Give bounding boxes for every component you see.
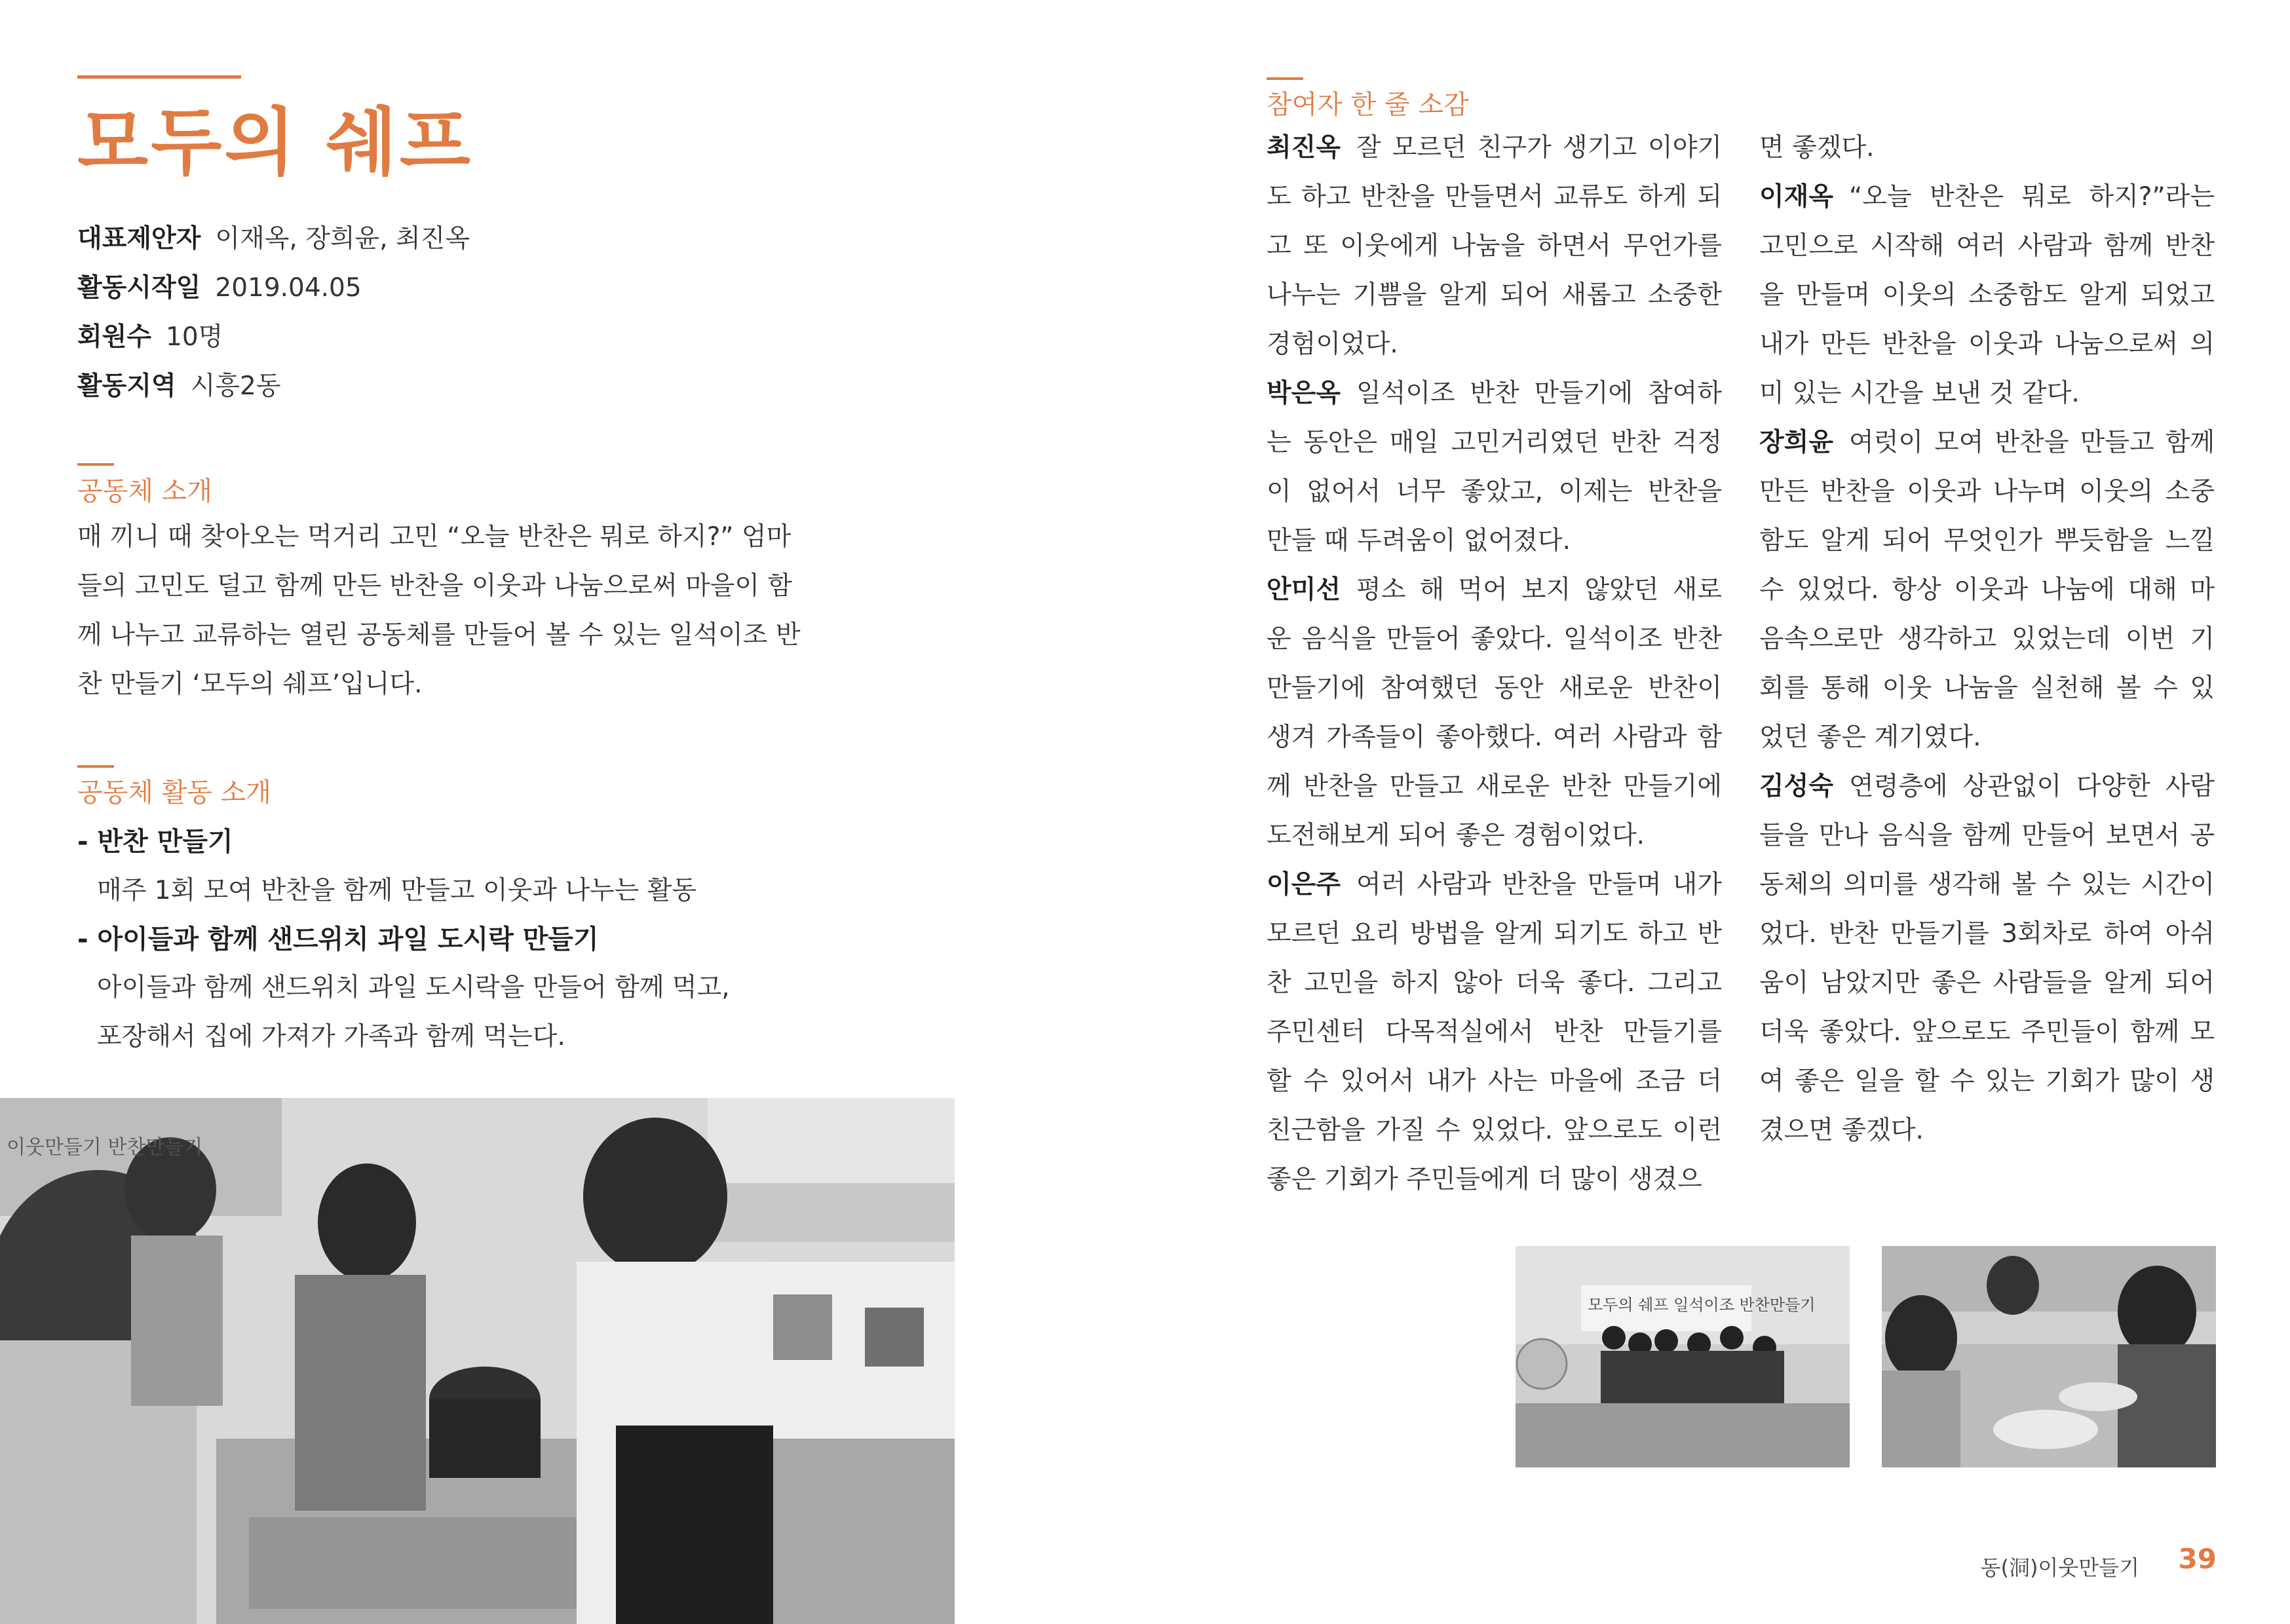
photo-banner-text: 모두의 쉐프 일석이조 반찬만들기 xyxy=(1588,1296,1816,1314)
review-line xyxy=(1267,172,1722,221)
review-line xyxy=(1759,271,2215,320)
review-text: 찬 고민을 하지 않아 더욱 좋다. 그리고 xyxy=(1267,968,1722,998)
review-line xyxy=(1759,1008,2215,1057)
review-text: 내가 만든 반찬을 이웃과 나눔으로써 의 xyxy=(1759,330,2215,359)
review-line xyxy=(1759,958,2215,1008)
activity-title: - 아이들과 함께 샌드위치 과일 도시락 만들기 xyxy=(77,924,599,954)
review-text: 일석이조 반찬 만들기에 참여하 xyxy=(1356,379,1722,408)
review-line xyxy=(1267,664,1722,713)
reviewer-name: 김성숙 xyxy=(1759,772,1834,801)
info-value: 시흥2동 xyxy=(190,371,281,401)
review-line xyxy=(1759,172,2215,221)
review-line xyxy=(1759,1057,2215,1106)
intro-rule xyxy=(77,463,114,466)
review-line xyxy=(1759,516,2215,565)
info-label: 활동지역 xyxy=(77,371,176,401)
info-label: 회원수 xyxy=(77,322,152,352)
page-number: 39 xyxy=(2178,1543,2217,1575)
review-text: 만들기에 참여했던 동안 새로운 반찬이 xyxy=(1267,673,1722,703)
intro-line: 께 나누고 교류하는 열린 공동체를 만들어 볼 수 있는 일석이조 반 xyxy=(77,620,801,650)
review-text: 평소 해 먹어 보지 않았던 새로 xyxy=(1356,575,1722,605)
review-line xyxy=(1267,467,1722,516)
reviewer-name: 이재옥 xyxy=(1759,182,1834,212)
info-row-proposer xyxy=(77,218,470,255)
info-value: 이재옥, 장희윤, 최진옥 xyxy=(215,224,470,254)
review-text: 할 수 있어서 내가 사는 마을에 조금 더 xyxy=(1267,1067,1722,1096)
review-line xyxy=(1759,320,2215,369)
review-text: 께 반찬을 만들고 새로운 반찬 만들기에 xyxy=(1267,772,1722,801)
review-text: 었던 좋은 계기였다. xyxy=(1759,723,1981,752)
intro-line: 찬 만들기 ‘모두의 쉐프’입니다. xyxy=(77,670,423,699)
review-line xyxy=(1759,221,2215,271)
info-label: 대표제안자 xyxy=(77,224,201,254)
review-line xyxy=(1267,221,1722,271)
reviewer-name: 박은옥 xyxy=(1267,379,1341,408)
review-line xyxy=(1267,320,1722,369)
review-text: 도전해보게 되어 좋은 경험이었다. xyxy=(1267,821,1645,850)
kids-photo xyxy=(1882,1246,2216,1467)
review-line xyxy=(1759,664,2215,713)
activity-title: - 반찬 만들기 xyxy=(77,827,233,857)
review-line xyxy=(1759,418,2215,467)
review-text: 이 없어서 너무 좋았고, 이제는 반찬을 xyxy=(1267,477,1722,506)
review-line xyxy=(1267,1155,1722,1204)
reviews-heading: 참여자 한 줄 소감 xyxy=(1267,90,1469,120)
review-text: 들을 만나 음식을 함께 만들어 보면서 공 xyxy=(1759,821,2215,850)
info-row-members xyxy=(77,316,223,353)
review-text: 움이 남았지만 좋은 사람들을 알게 되어 xyxy=(1759,968,2215,998)
intro-line: 들의 고민도 덜고 함께 만든 반찬을 이웃과 나눔으로써 마을이 함 xyxy=(77,571,793,601)
review-line xyxy=(1267,713,1722,762)
review-text: 여 좋은 일을 할 수 있는 기회가 많이 생 xyxy=(1759,1067,2215,1096)
review-text: 생겨 가족들이 좋아했다. 여러 사람과 함 xyxy=(1267,723,1722,752)
review-text: 면 좋겠다. xyxy=(1759,133,1875,162)
activity-desc: 매주 1회 모여 반찬을 함께 만들고 이웃과 나누는 활동 xyxy=(97,876,697,905)
info-value: 10명 xyxy=(166,322,223,352)
reviewer-name: 최진옥 xyxy=(1267,133,1341,162)
reviewer-name: 장희윤 xyxy=(1759,428,1834,457)
activities-rule xyxy=(77,765,114,768)
review-text: 음속으로만 생각하고 있었는데 이번 기 xyxy=(1759,624,2215,654)
review-line xyxy=(1759,762,2215,811)
review-line xyxy=(1759,565,2215,614)
review-text: 좋은 기회가 주민들에게 더 많이 생겼으 xyxy=(1267,1165,1702,1194)
review-line xyxy=(1759,713,2215,762)
activity-desc-line: 아이들과 함께 샌드위치 과일 도시락을 만들어 함께 먹고, xyxy=(97,973,730,1002)
info-row-start-date xyxy=(77,267,362,304)
intro-heading: 공동체 소개 xyxy=(77,476,212,506)
activity-desc xyxy=(97,963,730,1061)
review-text: “오늘 반찬은 뭐로 하지?”라는 xyxy=(1849,182,2215,212)
review-line xyxy=(1267,369,1722,418)
review-text: 을 만들며 이웃의 소중함도 알게 되었고 xyxy=(1759,280,2215,310)
info-value: 2019.04.05 xyxy=(215,273,362,303)
review-text: 주민센터 다목적실에서 반찬 만들기를 xyxy=(1267,1017,1722,1047)
review-line xyxy=(1267,762,1722,811)
review-text: 여러 사람과 반찬을 만들며 내가 xyxy=(1356,870,1722,899)
review-line xyxy=(1267,1057,1722,1106)
review-text: 겼으면 좋겠다. xyxy=(1759,1116,1924,1145)
review-text: 미 있는 시간을 보낸 것 같다. xyxy=(1759,379,2080,408)
footer-title: 동(洞)이웃만들기 xyxy=(1980,1555,2139,1580)
review-text: 만들 때 두려움이 없어졌다. xyxy=(1267,526,1571,556)
review-text: 친근함을 가질 수 있었다. 앞으로도 이런 xyxy=(1267,1116,1722,1145)
review-text: 운 음식을 만들어 좋았다. 일석이조 반찬 xyxy=(1267,624,1722,654)
review-text: 경험이었다. xyxy=(1267,330,1398,359)
review-text: 는 동안은 매일 고민거리였던 반찬 걱정 xyxy=(1267,428,1722,457)
review-line xyxy=(1267,565,1722,614)
review-text: 고 또 이웃에게 나눔을 하면서 무언가를 xyxy=(1267,231,1722,261)
review-line xyxy=(1267,1008,1722,1057)
reviews-column-2 xyxy=(1759,123,2215,1155)
review-line xyxy=(1759,369,2215,418)
intro-line: 매 끼니 때 찾아오는 먹거리 고민 “오늘 반찬은 뭐로 하지?” 엄마 xyxy=(77,522,792,552)
review-line xyxy=(1267,614,1722,664)
activity-desc-line: 포장해서 집에 가져가 가족과 함께 먹는다. xyxy=(97,1022,565,1051)
review-text: 여럿이 모여 반찬을 만들고 함께 xyxy=(1849,428,2215,457)
review-line xyxy=(1267,1106,1722,1155)
review-text: 었다. 반찬 만들기를 3회차로 하여 아쉬 xyxy=(1759,919,2215,949)
review-line xyxy=(1267,909,1722,958)
review-line xyxy=(1267,271,1722,320)
review-text: 동체의 의미를 생각해 볼 수 있는 시간이 xyxy=(1759,870,2215,899)
review-text: 나누는 기쁨을 알게 되어 새롭고 소중한 xyxy=(1267,280,1722,310)
title-rule xyxy=(77,75,241,79)
review-line xyxy=(1267,123,1722,172)
review-line xyxy=(1267,418,1722,467)
review-text: 고민으로 시작해 여러 사람과 함께 반찬 xyxy=(1759,231,2215,261)
reviewer-name: 이은주 xyxy=(1267,870,1341,899)
review-line xyxy=(1759,1106,2215,1155)
review-line xyxy=(1267,958,1722,1008)
review-text: 연령층에 상관없이 다양한 사람 xyxy=(1849,772,2215,801)
reviews-column-1 xyxy=(1267,123,1722,1204)
review-text: 모르던 요리 방법을 알게 되기도 하고 반 xyxy=(1267,919,1722,949)
review-line xyxy=(1759,614,2215,664)
review-line xyxy=(1267,811,1722,860)
review-text: 더욱 좋았다. 앞으로도 주민들이 함께 모 xyxy=(1759,1017,2215,1047)
review-line xyxy=(1759,123,2215,172)
review-line xyxy=(1759,467,2215,516)
photo-banner-text: 이웃만들기 반찬만들기 xyxy=(7,1136,203,1159)
review-text: 잘 모르던 친구가 생기고 이야기 xyxy=(1356,133,1722,162)
review-text: 도 하고 반찬을 만들면서 교류도 하게 되 xyxy=(1267,182,1722,212)
review-text: 회를 통해 이웃 나눔을 실천해 볼 수 있 xyxy=(1759,673,2215,703)
info-label: 활동시작일 xyxy=(77,273,201,303)
review-text: 수 있었다. 항상 이웃과 나눔에 대해 마 xyxy=(1759,575,2215,605)
page-title: 모두의 쉐프 xyxy=(77,100,473,185)
group-photo xyxy=(1516,1246,1850,1467)
cooking-photo xyxy=(0,1098,955,1624)
review-text: 만든 반찬을 이웃과 나누며 이웃의 소중 xyxy=(1759,477,2215,506)
reviews-rule xyxy=(1267,77,1303,80)
intro-paragraph xyxy=(77,512,801,709)
activities-heading: 공동체 활동 소개 xyxy=(77,778,271,808)
review-line xyxy=(1759,811,2215,860)
review-line xyxy=(1759,860,2215,909)
review-line xyxy=(1267,516,1722,565)
review-text: 함도 알게 되어 무엇인가 뿌듯함을 느낄 xyxy=(1759,526,2215,556)
reviewer-name: 안미선 xyxy=(1267,575,1341,605)
review-line xyxy=(1759,909,2215,958)
review-line xyxy=(1267,860,1722,909)
info-row-area xyxy=(77,366,281,402)
